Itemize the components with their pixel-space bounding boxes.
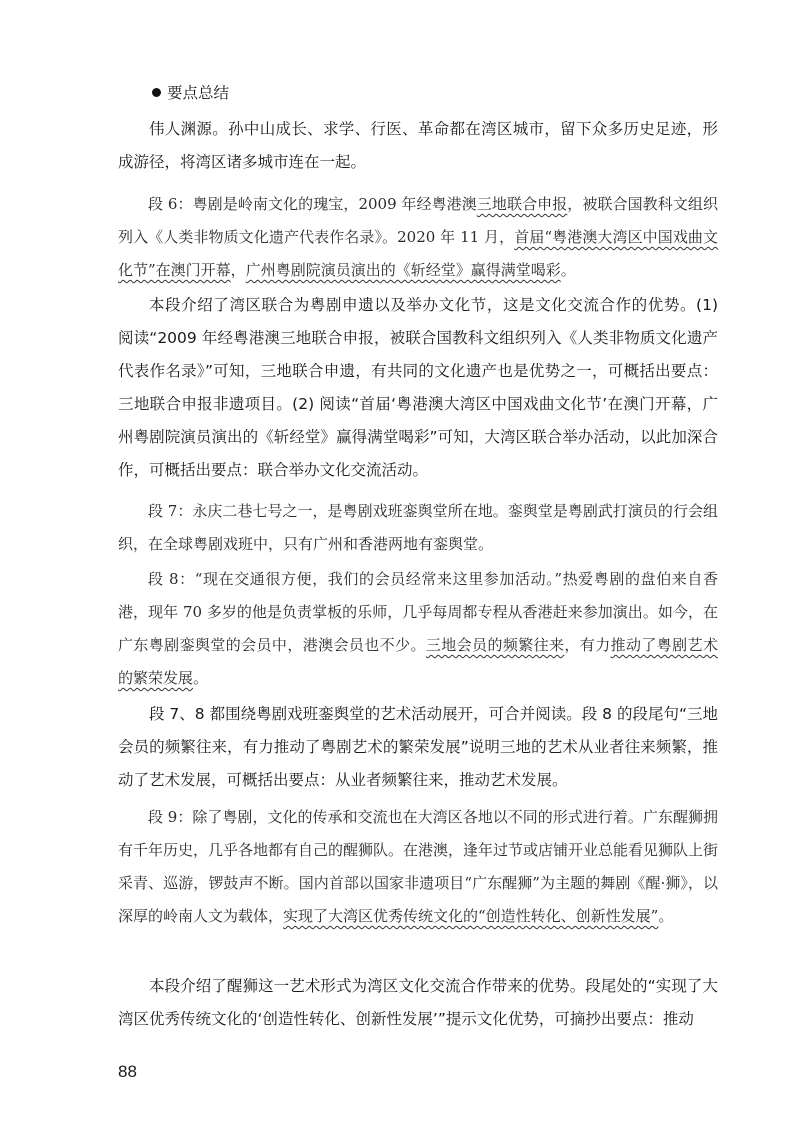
analysis-paragraph-7-8: 段 7、8 都围绕粤剧戏班銮舆堂的艺术活动展开，可合并阅读。段 8 的段尾句“三地会员的频繁往来，有力推动了粤剧艺术的繁荣发展”说明三地的艺术从业者往来频繁，推动了艺术发展，可概括出要点：从业者频繁往来，推动艺术发展。: [118, 705, 718, 789]
p6-text-a: 段 6：粤剧是岭南文化的瑰宝，2009 年经粤港澳: [148, 195, 477, 213]
p9-emphasis-innovation: 实现了大湾区优秀传统文化的“创造性转化、创新性发展”: [283, 907, 659, 925]
p8-emphasis-promote-art: 推动了粤剧艺术的繁荣发展: [118, 636, 718, 687]
analysis-paragraph-9: 本段介绍了醒狮这一艺术形式为湾区文化交流合作带来的优势。段尾处的“实现了大湾区优秀传统文化的‘创造性转化、创新性发展’”提示文化优势，可摘抄出要点：推动: [118, 977, 718, 1028]
p6-emphasis-festival-opening: 首届“粤港澳大湾区中国戏曲文化节”在澳门开幕: [118, 228, 719, 279]
paragraph-6: [118, 188, 718, 287]
p6-text-c: ，被联合国教科文组织列入《人类非物质文化遗产代表作名录》。2020 年 11 月，: [118, 195, 718, 246]
paragraph-7: 段 7：永庆二巷七号之一，是粤剧戏班銮舆堂所在地。銮舆堂是粤剧武打演员的行会组织，在全球粤剧戏班中，只有广州和香港两地有銮舆堂。: [118, 502, 718, 553]
p6-text-e: ，: [230, 261, 246, 279]
p9-text-c: 。: [658, 907, 674, 925]
paragraph-9: [118, 801, 718, 933]
paragraph-8: [118, 563, 718, 695]
p8-text-c: ，有力: [564, 636, 611, 654]
analysis-paragraph-6: 本段介绍了湾区联合为粤剧申遗以及举办文化节，这是文化交流合作的优势。(1) 阅读“2009 年经粤港澳三地联合申报，被联合国教科文组织列入《人类非物质文化遗产代表作名录》”可知，三地联合申遗，有共同的文化遗产也是优势之一，可概括出要点：三地联合申报非遗项目。(2) 阅读“首届‘粤港澳大湾区中国戏曲文化节’在澳门开幕，广州粤剧院演员演出的《斩经堂》赢得满堂喝彩”可知，大湾区联合举办活动，以此加深合作，可概括出要点：联合举办文化交流活动。: [118, 296, 718, 479]
paragraph-intro: 伟人渊源。孙中山成长、求学、行医、革命都在湾区城市，留下众多历史足迹，形成游径，将湾区诸多城市连在一起。: [118, 120, 718, 171]
page-number: 88: [118, 1062, 137, 1081]
p6-text-g: 。: [560, 261, 576, 279]
p6-emphasis-joint-application: 三地联合申报: [476, 195, 568, 213]
p6-emphasis-performance: 广州粤剧院演员演出的《斩经堂》赢得满堂喝彩: [245, 261, 561, 279]
p8-text-e: 。: [193, 669, 209, 687]
summary-heading: [152, 81, 229, 105]
p8-text-a: 段 8：“现在交通很方便，我们的会员经常来这里参加活动。”热爱粤剧的盘伯来自香港，现年 70 多岁的他是负责掌板的乐师，几乎每周都专程从香港赶来参加演出。如今，在广东粤剧銮舆堂的会员中，港澳会员也不少。: [118, 570, 718, 654]
summary-heading-title: 要点总结: [167, 84, 230, 102]
bullet-dot-icon: [152, 88, 161, 97]
p9-text-a: 段 9：除了粤剧，文化的传承和交流也在大湾区各地以不同的形式进行着。广东醒狮拥有千年历史，几乎各地都有自己的醒狮队。在港澳，逢年过节或店铺开业总能看见狮队上街采青、巡游，锣鼓声不断。国内首部以国家非遗项目“广东醒狮”为主题的舞剧《醒·狮》，以深厚的岭南人文为载体，: [118, 808, 719, 925]
p8-emphasis-member-exchange: 三地会员的频繁往来: [425, 636, 565, 654]
